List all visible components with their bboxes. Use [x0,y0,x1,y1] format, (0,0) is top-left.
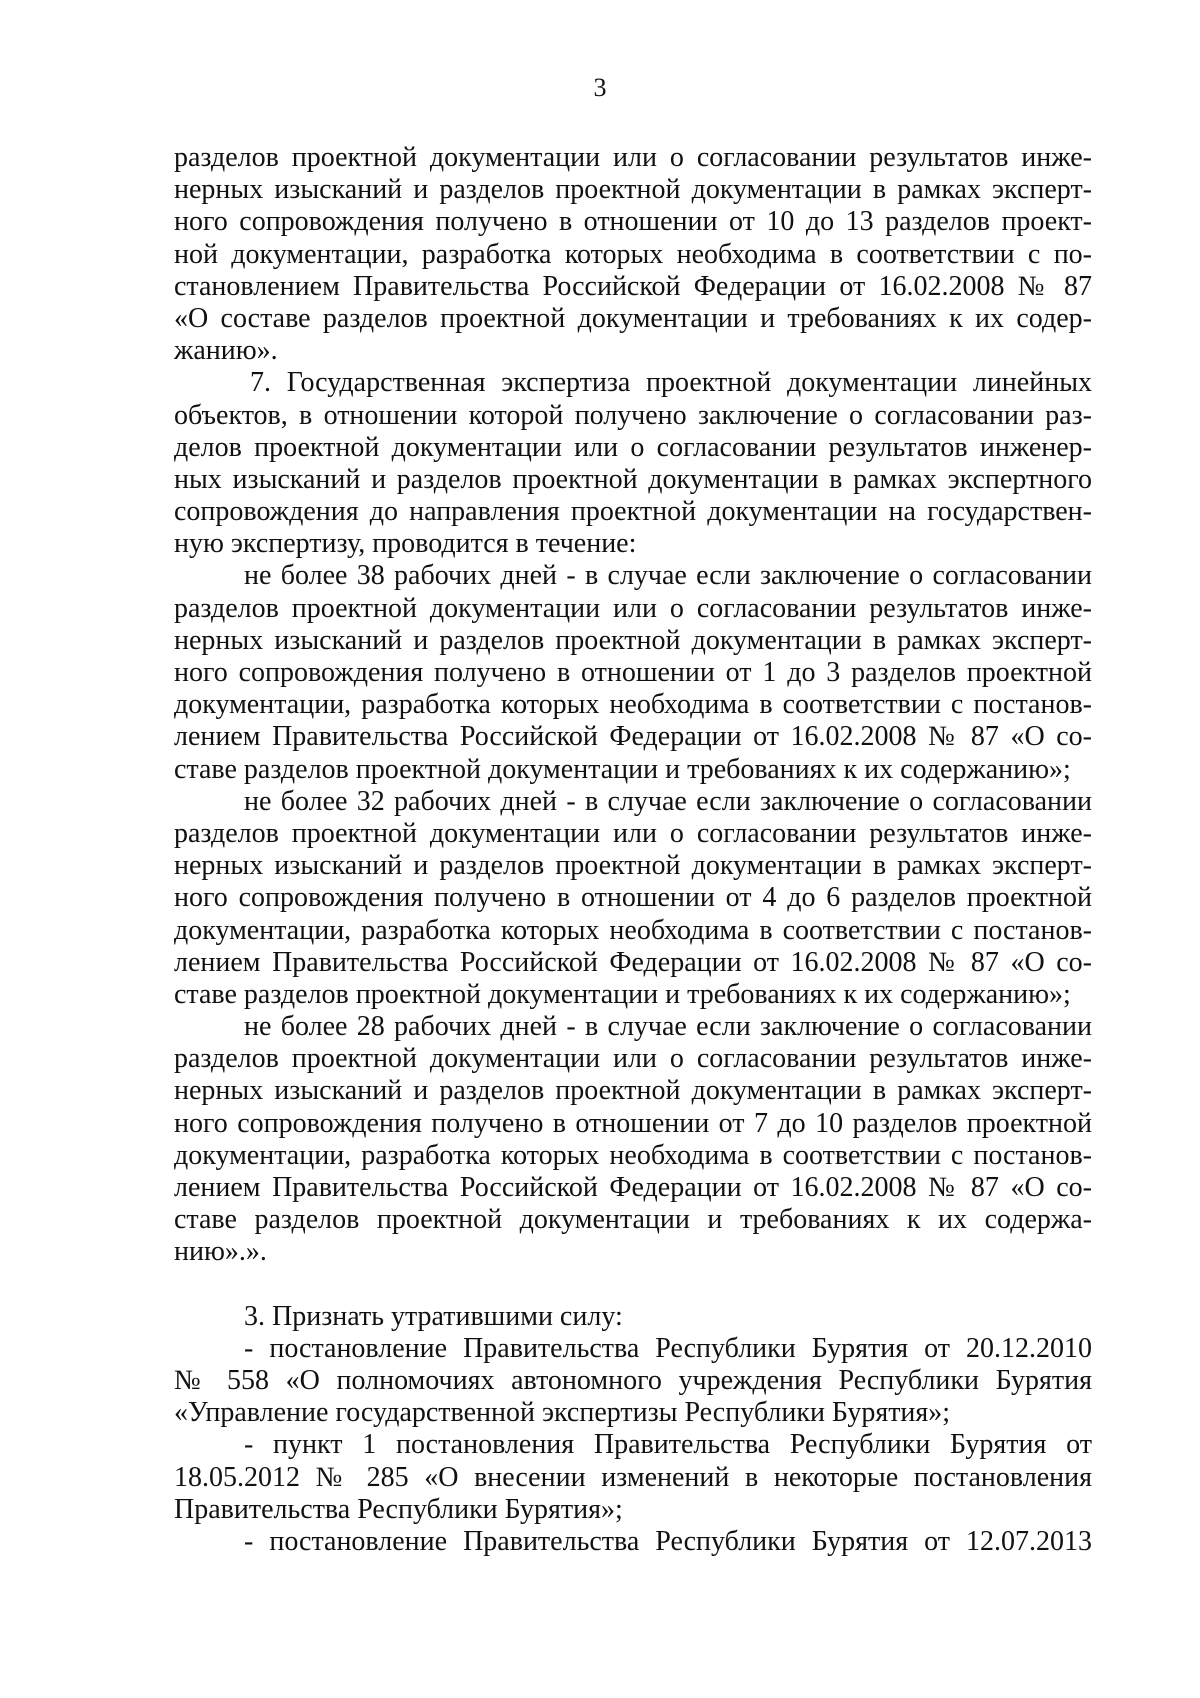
text-line: разделов проектной документации или о согласовании результатов инже- [174,817,1092,849]
text-line: лением Правительства Российской Федерации от 16.02.2008 № 87 «О со- [174,946,1092,978]
text-line: нерных изысканий и разделов проектной документации в рамках эксперт- [174,850,1092,882]
text-line: не более 38 рабочих дней - в случае если заключение о согласовании [244,560,1092,592]
text-line: ную экспертизу, проводится в течение: [174,528,637,560]
text-line: разделов проектной документации или о согласовании результатов инже- [174,592,1092,624]
text-line: ного сопровождения получено в отношении от 10 до 13 разделов проект- [174,206,1092,238]
text-line: 18.05.2012 № 285 «О внесении изменений в некоторые постановления [174,1461,1092,1493]
text-line: ного сопровождения получено в отношении от 1 до 3 разделов проектной [174,657,1092,688]
text-line: документации, разработка которых необходима в соответствии с постанов- [174,914,1092,946]
text-line: ставе разделов проектной документации и требованиях к их содержа- [174,1204,1092,1236]
document-body [174,142,1092,1558]
text-line: нерных изысканий и разделов проектной документации в рамках эксперт- [174,1075,1092,1107]
text-line: не более 28 рабочих дней - в случае если заключение о согласовании [244,1011,1092,1043]
text-line: нию».». [174,1236,267,1268]
text-line: № 558 «О полномочиях автономного учреждения Республики Бурятия [174,1364,1092,1396]
text-line: жанию». [174,335,278,367]
text-line: ной документации, разработка которых необходима в соответствии с по- [174,238,1092,270]
text-line: разделов проектной документации или о согласовании результатов инже- [174,142,1092,173]
text-line: лением Правительства Российской Федерации от 16.02.2008 № 87 «О со- [174,721,1092,753]
text-line: 3. Признать утратившими силу: [244,1300,623,1332]
text-line: «О составе разделов проектной документации и требованиях к их содер- [174,302,1092,334]
text-line: - постановление Правительства Республики Бурятия от 12.07.2013 [244,1525,1092,1557]
text-line: - пункт 1 постановления Правительства Республики Бурятия от [244,1429,1092,1461]
text-line: не более 32 рабочих дней - в случае если заключение о согласовании [244,785,1092,817]
text-line: ставе разделов проектной документации и требованиях к их содержанию»; [174,978,1071,1010]
text-line: документации, разработка которых необходима в соответствии с постанов- [174,1139,1092,1171]
text-line: становлением Правительства Российской Федерации от 16.02.2008 № 87 [174,270,1092,302]
page-number: 3 [593,73,607,102]
text-line: лением Правительства Российской Федерации от 16.02.2008 № 87 «О со- [174,1172,1092,1203]
text-line: нерных изысканий и разделов проектной документации в рамках эксперт- [174,174,1092,206]
text-line: ного сопровождения получено в отношении от 7 до 10 разделов проектной [174,1107,1092,1139]
text-line: ных изысканий и разделов проектной документации в рамках экспертного [174,463,1092,495]
text-line: ного сопровождения получено в отношении от 4 до 6 разделов проектной [174,882,1092,914]
text-line: объектов, в отношении которой получено заключение о согласовании раз- [174,399,1092,431]
text-line: документации, разработка которых необходима в соответствии с постанов- [174,689,1092,721]
text-line: ставе разделов проектной документации и требованиях к их содержанию»; [174,753,1071,785]
text-line: Правительства Республики Бурятия»; [174,1493,623,1525]
text-line: нерных изысканий и разделов проектной документации в рамках эксперт- [174,624,1092,656]
text-line: разделов проектной документации или о согласовании результатов инже- [174,1043,1092,1075]
text-line: делов проектной документации или о согласовании результатов инженер- [174,431,1092,463]
text-line: 7. Государственная экспертиза проектной документации линейных [250,367,1092,399]
text-line: - постановление Правительства Республики Бурятия от 20.12.2010 [244,1332,1092,1364]
text-line: сопровождения до направления проектной документации на государствен- [174,496,1092,528]
text-line: «Управление государственной экспертизы Республики Бурятия»; [174,1397,951,1429]
paragraph-gap [174,1269,1092,1301]
